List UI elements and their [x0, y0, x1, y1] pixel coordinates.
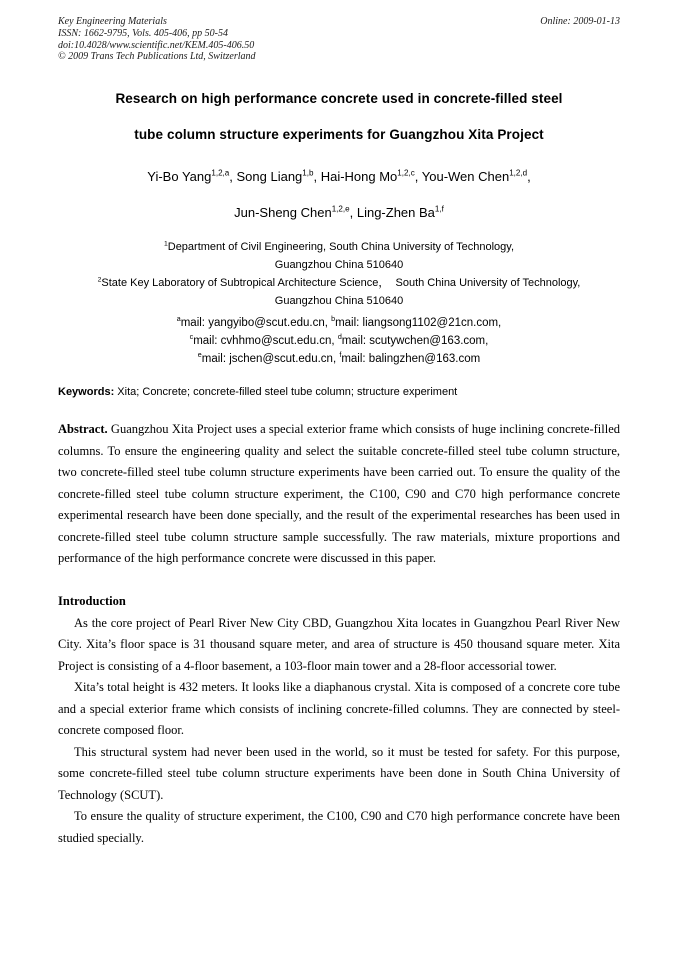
doi-prefix: doi:: [58, 39, 75, 51]
author-affiliation-marker: 1,b: [302, 168, 314, 178]
email-line: $^e$mail: jschen@scut.edu.cn, $^f$mail: balingzhen@163.com: [197, 351, 481, 366]
author-list: [58, 159, 620, 231]
email-list: [58, 314, 620, 368]
author-affiliation-marker: 1,2,e: [331, 204, 350, 214]
keywords-text: Xita; Concrete; concrete-filled steel tube column; structure experiment: [114, 386, 458, 399]
affiliation-line: $^1$Department of Civil Engineering, South China University of Technology,: [163, 240, 515, 254]
author-affiliation-marker: 1,2,a: [211, 168, 230, 178]
doi-link[interactable]: 10.4028/www.scientific.net/KEM.405-406.50: [74, 39, 255, 51]
journal-header: [58, 16, 620, 63]
introduction-paragraph: As the core project of Pearl River New City CBD, Guangzhou Xita locates in Guangzhou Pearl River New City. Xita’s floor space is 31 thousand square meter, and area of structure is 450 thousand square meter. Xita Project is consisting of a 4-floor basement, a 103-floor main tower and a 28-floor accessorial tower.: [58, 615, 620, 673]
affiliations: [58, 238, 620, 310]
author-affiliation-marker: 1,2,c: [397, 168, 415, 178]
abstract-paragraph: [58, 419, 620, 570]
affiliation-line: Guangzhou China 510640: [274, 295, 404, 308]
author-line-1: [58, 159, 620, 195]
introduction-paragraph: Xita’s total height is 432 meters. It looks like a diaphanous crystal. Xita is composed of a concrete core tube and a special exterior frame which consists of inclining concrete-filled columns. They are connected by steel-concrete composed floor.: [58, 680, 620, 738]
doi-line: [58, 40, 256, 52]
affiliation-line: Guangzhou China 510640: [274, 259, 404, 272]
journal-title: Key Engineering Materials: [58, 16, 167, 27]
abstract-text: Guangzhou Xita Project uses a special exterior frame which consists of huge inclining concrete-filled columns. To ensure the engineering quality and select the suitable concrete-filled steel tube column structure, two concrete-filled steel tube column structure experiments have been carried out. To ensure the quality of the concrete-filled steel tube column structure experiment, the C100, C90 and C70 high performance concrete experimental research have been done specially, and the result of the experimental researches has been used in concrete-filled steel tube column structure sample successfully. The raw materials, mixture proportions and performance of the high performance concrete were discussed in this paper.: [58, 422, 620, 566]
copyright-line: © 2009 Trans Tech Publications Ltd, Switzerland: [58, 51, 256, 63]
author: Yi-Bo Yang$^{1,2,a}$,: [147, 168, 237, 185]
email-line: $^c$mail: cvhhmo@scut.edu.cn, $^d$mail: scutywchen@163.com,: [189, 333, 489, 348]
author: Ling-Zhen Ba$^{1,f}$: [356, 204, 444, 221]
keywords-line: [58, 384, 620, 400]
author-affiliation-marker: 1,2,d: [509, 168, 528, 178]
paper-title-line1: Research on high performance concrete used in concrete-filled steel: [115, 91, 563, 107]
paper-title-line2: tube column structure experiments for Guangzhou Xita Project: [134, 127, 544, 143]
author: Jun-Sheng Chen$^{1,2,e}$,: [234, 204, 357, 221]
author-affiliation-marker: 1,f: [434, 204, 444, 214]
abstract-label: Abstract.: [58, 422, 108, 437]
introduction-paragraph: This structural system had never been used in the world, so it must be tested for safety. For this purpose, some concrete-filled steel tube column structure experiments have been done in South China University of Technology (SCUT).: [58, 744, 620, 802]
issn-line: ISSN: 1662-9795, Vols. 405-406, pp 50-54: [58, 27, 228, 39]
author: Song Liang$^{1,b}$,: [236, 168, 321, 185]
affiliation-line: $^2$State Key Laboratory of Subtropical Architecture Science， South China University of Technology,: [97, 276, 581, 290]
email-line: $^a$mail: yangyibo@scut.edu.cn, $^b$mail: liangsong1102@21cn.com,: [176, 315, 502, 330]
journal-header-left: [58, 16, 256, 63]
paper-title: [58, 81, 620, 153]
keywords-label: Keywords:: [58, 386, 115, 399]
author: You-Wen Chen$^{1,2,d}$,: [421, 168, 531, 185]
author: Hai-Hong Mo$^{1,2,c}$,: [320, 168, 422, 185]
introduction-heading: Introduction: [58, 593, 126, 608]
introduction-paragraph: To ensure the quality of structure experiment, the C100, C90 and C70 high performance concrete have been studied specially.: [58, 809, 620, 845]
online-date: Online: 2009-01-13: [540, 16, 620, 27]
author-line-2: [58, 195, 620, 231]
